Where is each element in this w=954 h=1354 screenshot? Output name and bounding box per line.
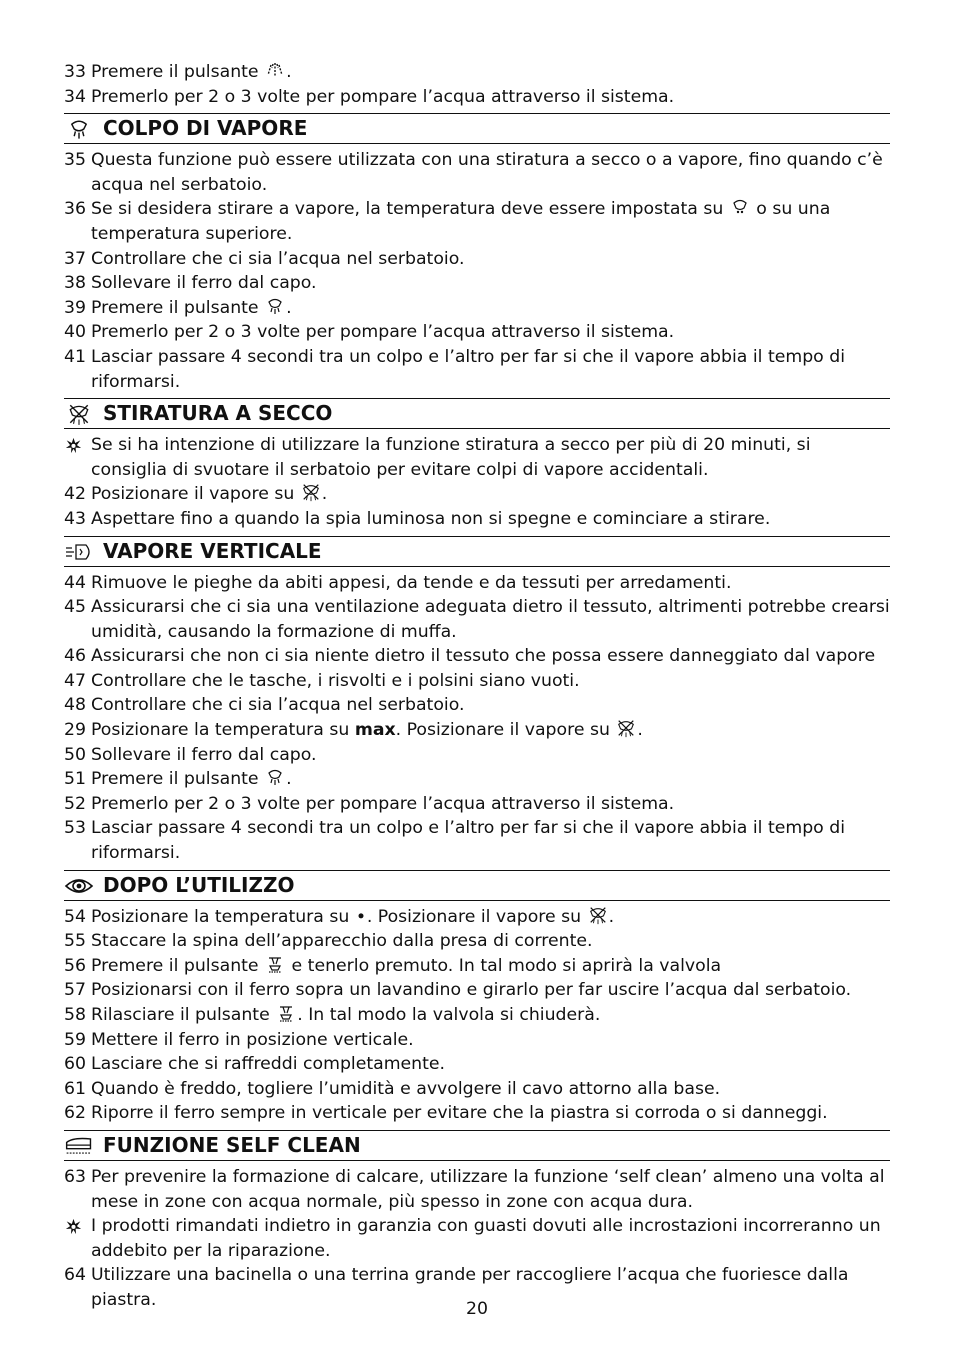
item-text: Se si desidera stirare a vapore, la temperatura deve essere impostata su (91, 199, 729, 220)
item-number: 50 (64, 744, 86, 765)
item-number: 29 (64, 720, 86, 741)
item-number: 47 (64, 670, 86, 691)
item-text: Controllare che le tasche, i risvolti e i polsini siano vuoti. (91, 670, 580, 691)
item-number: 55 (64, 931, 86, 952)
item-number: 51 (64, 769, 86, 790)
self-clean-icon (64, 1134, 94, 1158)
self-clean-button-icon (265, 954, 285, 974)
item-text: o su una temperatura superiore. (91, 199, 831, 244)
warning-star-icon (65, 1218, 82, 1235)
dry-iron-icon (588, 905, 608, 925)
item-text: Controllare che ci sia l’acqua nel serbatoio. (91, 695, 465, 716)
list-item (64, 148, 890, 197)
item-text: Premere il pulsante (91, 769, 265, 790)
item-number: 56 (64, 955, 86, 976)
item-text: Rilasciare il pulsante (91, 1005, 276, 1025)
item-number: 33 (64, 62, 86, 82)
item-text: Rimuove le pieghe da abiti appesi, da tende e da tessuti per arredamenti. (91, 572, 732, 593)
item-number: 40 (64, 322, 86, 343)
list-item (64, 247, 890, 272)
list-item (64, 60, 890, 85)
list-item (64, 1003, 890, 1028)
item-number: 52 (64, 793, 86, 814)
item-text: Lasciare che si raffreddi completamente. (91, 1054, 446, 1075)
item-number: 59 (64, 1029, 86, 1050)
list-item (64, 767, 890, 792)
item-text: . (286, 769, 292, 790)
item-bold-text: max (354, 720, 396, 741)
warning-star-icon (65, 437, 82, 454)
spray-icon (265, 60, 285, 80)
section-title: DOPO L’UTILIZZO (103, 872, 295, 897)
item-text: . In tal modo la valvola si chiuderà. (297, 1005, 601, 1025)
self-clean-button-icon (276, 1003, 296, 1023)
list-item (64, 507, 890, 532)
eye-icon (64, 874, 94, 898)
item-number: 54 (64, 906, 86, 927)
list-item (64, 816, 890, 865)
list-item (64, 197, 890, 246)
section-title: STIRATURA A SECCO (103, 401, 333, 426)
list-item (64, 345, 890, 394)
list-item (64, 718, 890, 743)
item-text: Premerlo per 2 o 3 volte per pompare l’acqua attraverso il sistema. (91, 86, 675, 107)
list-item (64, 595, 890, 644)
item-number: 58 (64, 1005, 86, 1025)
item-text: Riporre il ferro sempre in verticale per evitare che la piastra si corroda o si danneggi. (91, 1103, 828, 1124)
item-number: 61 (64, 1078, 86, 1099)
item-text: Posizionare il vapore su (91, 484, 300, 505)
item-text: Lasciar passare 4 secondi tra un colpo e l’altro per far si che il vapore abbia il tempo di riformarsi. (91, 818, 845, 864)
item-text: . Posizionare il vapore su (366, 906, 587, 927)
list-item (64, 320, 890, 345)
item-text: Premere il pulsante (91, 62, 265, 82)
list-item (64, 669, 890, 694)
item-text: Per prevenire la formazione di calcare, utilizzare la funzione ‘self clean’ almeno una volta al mese in zone con acqua normale, più spesso in zone con acqua dura. (91, 1166, 885, 1212)
item-text: Sollevare il ferro dal capo. (91, 744, 317, 765)
list-item (64, 644, 890, 669)
item-text: Lasciar passare 4 secondi tra un colpo e l’altro per far si che il vapore abbia il tempo di riformarsi. (91, 346, 845, 392)
item-number: 38 (64, 273, 86, 294)
warning-item (64, 1214, 890, 1263)
item-number: 60 (64, 1054, 86, 1075)
item-text: Controllare che ci sia l’acqua nel serbatoio. (91, 248, 465, 269)
list-item (64, 929, 890, 954)
page-number: 20 (466, 1299, 488, 1319)
section-header (64, 398, 890, 429)
item-text: Premere il pulsante (91, 297, 265, 318)
section-title: VAPORE VERTICALE (103, 538, 322, 563)
list-item (64, 85, 890, 110)
item-text: e tenerlo premuto. In tal modo si aprirà la valvola (286, 955, 722, 976)
item-number: 53 (64, 818, 86, 839)
item-number: 36 (64, 199, 86, 220)
section-header (64, 1130, 890, 1161)
section-header (64, 113, 890, 144)
list-item (64, 571, 890, 596)
list-item (64, 1165, 890, 1214)
item-number: 37 (64, 248, 86, 269)
item-number: 42 (64, 484, 86, 505)
list-item (64, 905, 890, 930)
item-number: 43 (64, 508, 86, 529)
item-number: 64 (64, 1265, 86, 1286)
section-title: COLPO DI VAPORE (103, 116, 308, 141)
item-number: 34 (64, 86, 86, 107)
list-item (64, 296, 890, 321)
list-item (64, 1077, 890, 1102)
item-text: Premere il pulsante (91, 955, 265, 976)
item-number: 35 (64, 150, 86, 171)
item-text: Premerlo per 2 o 3 volte per pompare l’acqua attraverso il sistema. (91, 793, 675, 814)
steam-shot-icon (265, 767, 285, 787)
item-number: 62 (64, 1103, 86, 1124)
dry-iron-icon (616, 718, 636, 738)
item-text: . (608, 906, 615, 927)
item-text: . (286, 297, 292, 318)
section-header (64, 536, 890, 567)
item-number: 48 (64, 695, 86, 716)
steam-shot-icon (265, 296, 285, 316)
item-text: . (286, 62, 292, 82)
item-text: Posizionare la temperatura su (91, 720, 355, 741)
vertical-steam-icon (64, 540, 94, 564)
item-number: 57 (64, 980, 86, 1001)
list-item (64, 482, 890, 507)
list-item (64, 693, 890, 718)
item-text: Assicurarsi che non ci sia niente dietro il tessuto che possa essere danneggiato dal vapore (91, 646, 876, 667)
list-item (64, 792, 890, 817)
item-number: 41 (64, 346, 86, 367)
item-text: . (637, 720, 643, 741)
dry-iron-icon (64, 402, 94, 426)
item-text: . Posizionare il vapore su (395, 720, 616, 741)
list-item (64, 1028, 890, 1053)
item-number: 63 (64, 1166, 86, 1187)
item-text: Posizionarsi con il ferro sopra un lavandino e girarlo per far uscire l’acqua dal serbatoio. (91, 980, 852, 1001)
item-text: Sollevare il ferro dal capo. (91, 273, 317, 294)
item-text: Se si ha intenzione di utilizzare la funzione stiratura a secco per più di 20 minuti, si consiglia di svuotare il serbatoio per evitare colpi di vapore accidentali. (91, 435, 811, 480)
list-item (64, 271, 890, 296)
warning-item (64, 433, 890, 482)
item-number: 44 (64, 572, 86, 593)
list-item (64, 1052, 890, 1077)
dry-iron-icon (301, 482, 321, 502)
item-text: Mettere il ferro in posizione verticale. (91, 1029, 414, 1050)
dot-icon (356, 905, 366, 925)
item-number: 39 (64, 297, 86, 318)
steam-shot-icon (64, 117, 94, 141)
document-page (64, 60, 890, 1313)
item-text: Posizionare la temperatura su (91, 906, 355, 927)
section-header (64, 870, 890, 901)
item-number: 46 (64, 646, 86, 667)
list-item (64, 954, 890, 979)
item-text: Aspettare fino a quando la spia luminosa non si spegne e cominciare a stirare. (91, 508, 771, 529)
list-item (64, 1101, 890, 1126)
list-item (64, 743, 890, 768)
item-text: I prodotti rimandati indietro in garanzia con guasti dovuti alle incrostazioni incorreranno un addebito per la riparazione. (91, 1216, 881, 1261)
item-text: Assicurarsi che ci sia una ventilazione adeguata dietro il tessuto, altrimenti potrebbe crearsi umidità, causando la formazione di muffa. (91, 597, 890, 642)
item-text: Utilizzare una bacinella o una terrina grande per raccogliere l’acqua che fuoriesce dalla piastra. (91, 1265, 849, 1310)
item-text: Staccare la spina dell’apparecchio dalla presa di corrente. (91, 931, 593, 952)
temperature-dots-icon (730, 197, 750, 217)
item-text: . (321, 484, 328, 505)
item-text: Questa funzione può essere utilizzata con una stiratura a secco o a vapore, fino quando c’è acqua nel serbatoio. (91, 150, 883, 195)
list-item (64, 978, 890, 1003)
section-title: FUNZIONE SELF CLEAN (103, 1132, 361, 1157)
item-text: Premerlo per 2 o 3 volte per pompare l’acqua attraverso il sistema. (91, 322, 675, 343)
item-number: 45 (64, 597, 86, 618)
item-text: Quando è freddo, togliere l’umidità e avvolgere il cavo attorno alla base. (91, 1078, 721, 1099)
